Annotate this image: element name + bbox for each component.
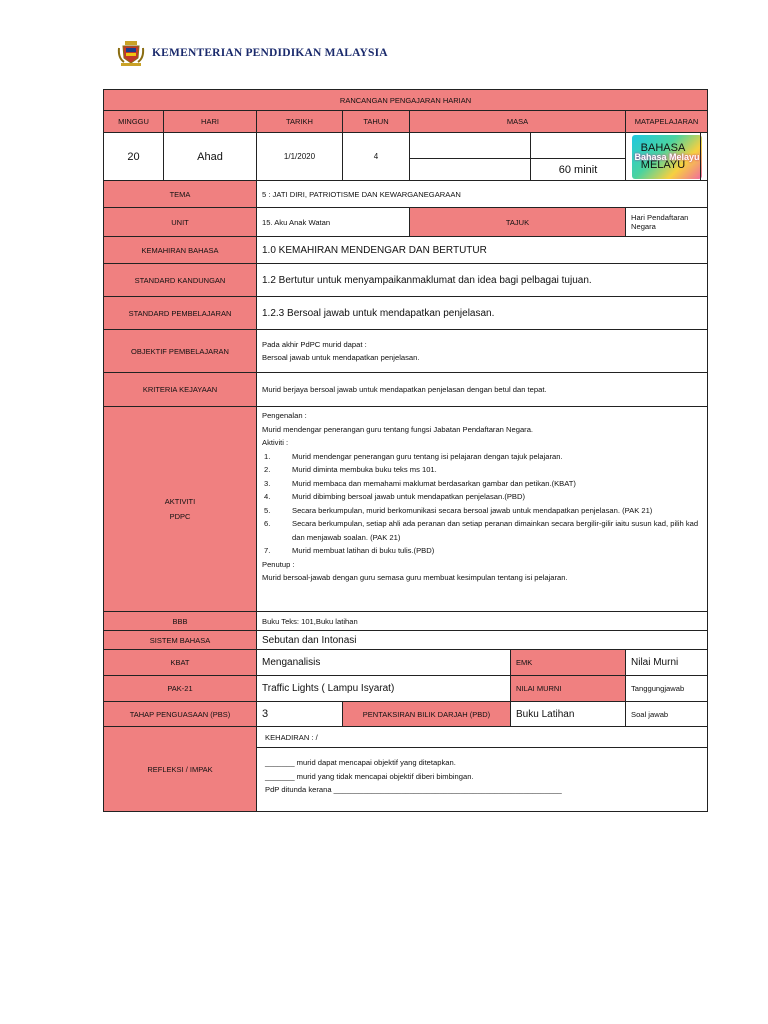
refleksi-line-2: _______ murid yang tidak mencapai objektif diberi bimbingan. xyxy=(265,771,474,781)
value-pbd-kaedah: Soal jawab xyxy=(626,702,708,727)
penutup-text: Murid bersoal-jawab dengan guru semasa guru membuat kesimpulan tentang isi pelajaran. xyxy=(262,573,568,582)
label-kriteria: KRITERIA KEJAYAAN xyxy=(104,373,257,407)
book-cover-cell xyxy=(634,133,708,181)
list-item: 7. Murid membuat latihan di buku tulis.(PBD) xyxy=(264,546,435,555)
label-pak21: PAK-21 xyxy=(104,676,257,702)
value-emk: Nilai Murni xyxy=(626,650,708,676)
aktiviti-label: Aktiviti : xyxy=(262,438,289,447)
label-bbb: BBB xyxy=(104,612,257,631)
refleksi-content xyxy=(257,727,708,812)
value-nilai-murni: Tanggungjawab xyxy=(626,676,708,702)
label-tarikh: TARIKH xyxy=(257,111,343,133)
value-kbat: Menganalisis xyxy=(257,650,511,676)
label-objektif: OBJEKTIF PEMBELAJARAN xyxy=(104,330,257,373)
rph-table xyxy=(103,89,708,812)
value-pbd: Buku Latihan xyxy=(511,702,626,727)
label-pdpc: PDPC xyxy=(169,512,191,521)
label-aktiviti-cell xyxy=(104,407,257,612)
masa-value-cell xyxy=(531,133,626,181)
label-tema: TEMA xyxy=(104,181,257,208)
label-tajuk: TAJUK xyxy=(410,208,626,237)
crest-icon xyxy=(116,38,146,68)
list-item: 1. Murid mendengar penerangan guru tentang isi pelajaran dengan tajuk pelajaran. xyxy=(264,451,563,461)
ministry-header xyxy=(116,38,388,68)
kehadiran: KEHADIRAN : / xyxy=(257,727,707,748)
masa-cell xyxy=(410,133,531,181)
label-kbat: KBAT xyxy=(104,650,257,676)
list-item: 3. Murid membaca dan memahami maklumat berdasarkan gambar dan petikan.(KBAT) xyxy=(264,478,576,488)
label-tahun: TAHUN xyxy=(343,111,410,133)
refleksi-line-1: _______ murid dapat mencapai objektif yang ditetapkan. xyxy=(265,758,456,767)
list-item: 4. Murid dibimbing bersoal jawab untuk mendapatkan penjelasan.(PBD) xyxy=(264,492,526,501)
label-hari: HARI xyxy=(164,111,257,133)
penutup-label: Penutup : xyxy=(262,559,295,569)
objektif-line-1: Pada akhir PdPC murid dapat : xyxy=(262,340,367,349)
label-nilai-murni: NILAI MURNI xyxy=(511,676,626,702)
value-hari: Ahad xyxy=(164,133,257,181)
label-aktiviti: AKTIVITI xyxy=(164,497,196,506)
label-kemahiran-bahasa: KEMAHIRAN BAHASA xyxy=(104,237,257,264)
list-item: 5. Secara berkumpulan, murid berkomunikasi secara bersoal jawab untuk mendapatkan penjelasan. (PAK 21) xyxy=(264,505,653,515)
value-sistem-bahasa: Sebutan dan Intonasi xyxy=(257,631,708,650)
value-standard-pembelajaran: 1.2.3 Bersoal jawab untuk mendapatkan penjelasan. xyxy=(257,297,708,330)
refleksi-line-3: PdP ditunda kerana ______________________________________________________ xyxy=(265,785,562,794)
value-minggu: 20 xyxy=(104,133,164,181)
value-unit: 15. Aku Anak Watan xyxy=(257,208,410,237)
aktiviti-content xyxy=(257,407,708,612)
value-standard-kandungan: 1.2 Bertutur untuk menyampaikanmaklumat dan idea bagi pelbagai tujuan. xyxy=(257,264,708,297)
value-objektif xyxy=(257,330,708,373)
label-emk: EMK xyxy=(511,650,626,676)
value-tema: 5 : JATI DIRI, PATRIOTISME DAN KEWARGANEGARAAN xyxy=(257,181,708,208)
objektif-line-2: Bersoal jawab untuk mendapatkan penjelasan. xyxy=(262,353,420,362)
value-masa: 60 minit xyxy=(531,158,625,180)
ministry-name: KEMENTERIAN PENDIDIKAN MALAYSIA xyxy=(152,47,388,59)
value-matapelajaran: BAHASA MELAYU xyxy=(626,133,701,181)
label-pbd: PENTAKSIRAN BILIK DARJAH (PBD) xyxy=(343,702,511,727)
label-standard-pembelajaran: STANDARD PEMBELAJARAN xyxy=(104,297,257,330)
label-masa: MASA xyxy=(410,111,626,133)
value-tarikh: 1/1/2020 xyxy=(257,133,343,181)
label-matapelajaran: MATAPELAJARAN xyxy=(626,111,708,133)
label-standard-kandungan: STANDARD KANDUNGAN xyxy=(104,264,257,297)
list-item: 2. Murid diminta membuka buku teks ms 101. xyxy=(264,465,437,474)
label-minggu: MINGGU xyxy=(104,111,164,133)
book-cover-title: Bahasa Melayu xyxy=(634,151,700,162)
label-unit: UNIT xyxy=(104,208,257,237)
pengenalan-text: Murid mendengar penerangan guru tentang fungsi Jabatan Pendaftaran Negara. xyxy=(262,424,534,434)
label-tahap: TAHAP PENGUASAAN (PBS) xyxy=(104,702,257,727)
label-sistem-bahasa: SISTEM BAHASA xyxy=(104,631,257,650)
value-kriteria: Murid berjaya bersoal jawab untuk mendapatkan penjelasan dengan betul dan tepat. xyxy=(257,373,708,407)
list-item: 6. Secara berkumpulan, setiap ahli ada peranan dan setiap peranan dimainkan secara bergilir-gilir iaitu susun kad, pilih kad dan menjawab soalan. (PAK 21) xyxy=(264,519,699,542)
value-kemahiran-bahasa: 1.0 KEMAHIRAN MENDENGAR DAN BERTUTUR xyxy=(257,237,708,264)
pengenalan-label: Pengenalan : xyxy=(262,411,307,420)
value-bbb: Buku Teks: 101,Buku latihan xyxy=(257,612,708,631)
value-tahun: 4 xyxy=(343,133,410,181)
value-pak21: Traffic Lights ( Lampu Isyarat) xyxy=(257,676,511,702)
value-tajuk: Hari Pendaftaran Negara xyxy=(626,208,708,237)
form-title: RANCANGAN PENGAJARAN HARIAN xyxy=(104,90,708,111)
value-tahap: 3 xyxy=(257,702,343,727)
label-refleksi: REFLEKSI / IMPAK xyxy=(104,727,257,812)
